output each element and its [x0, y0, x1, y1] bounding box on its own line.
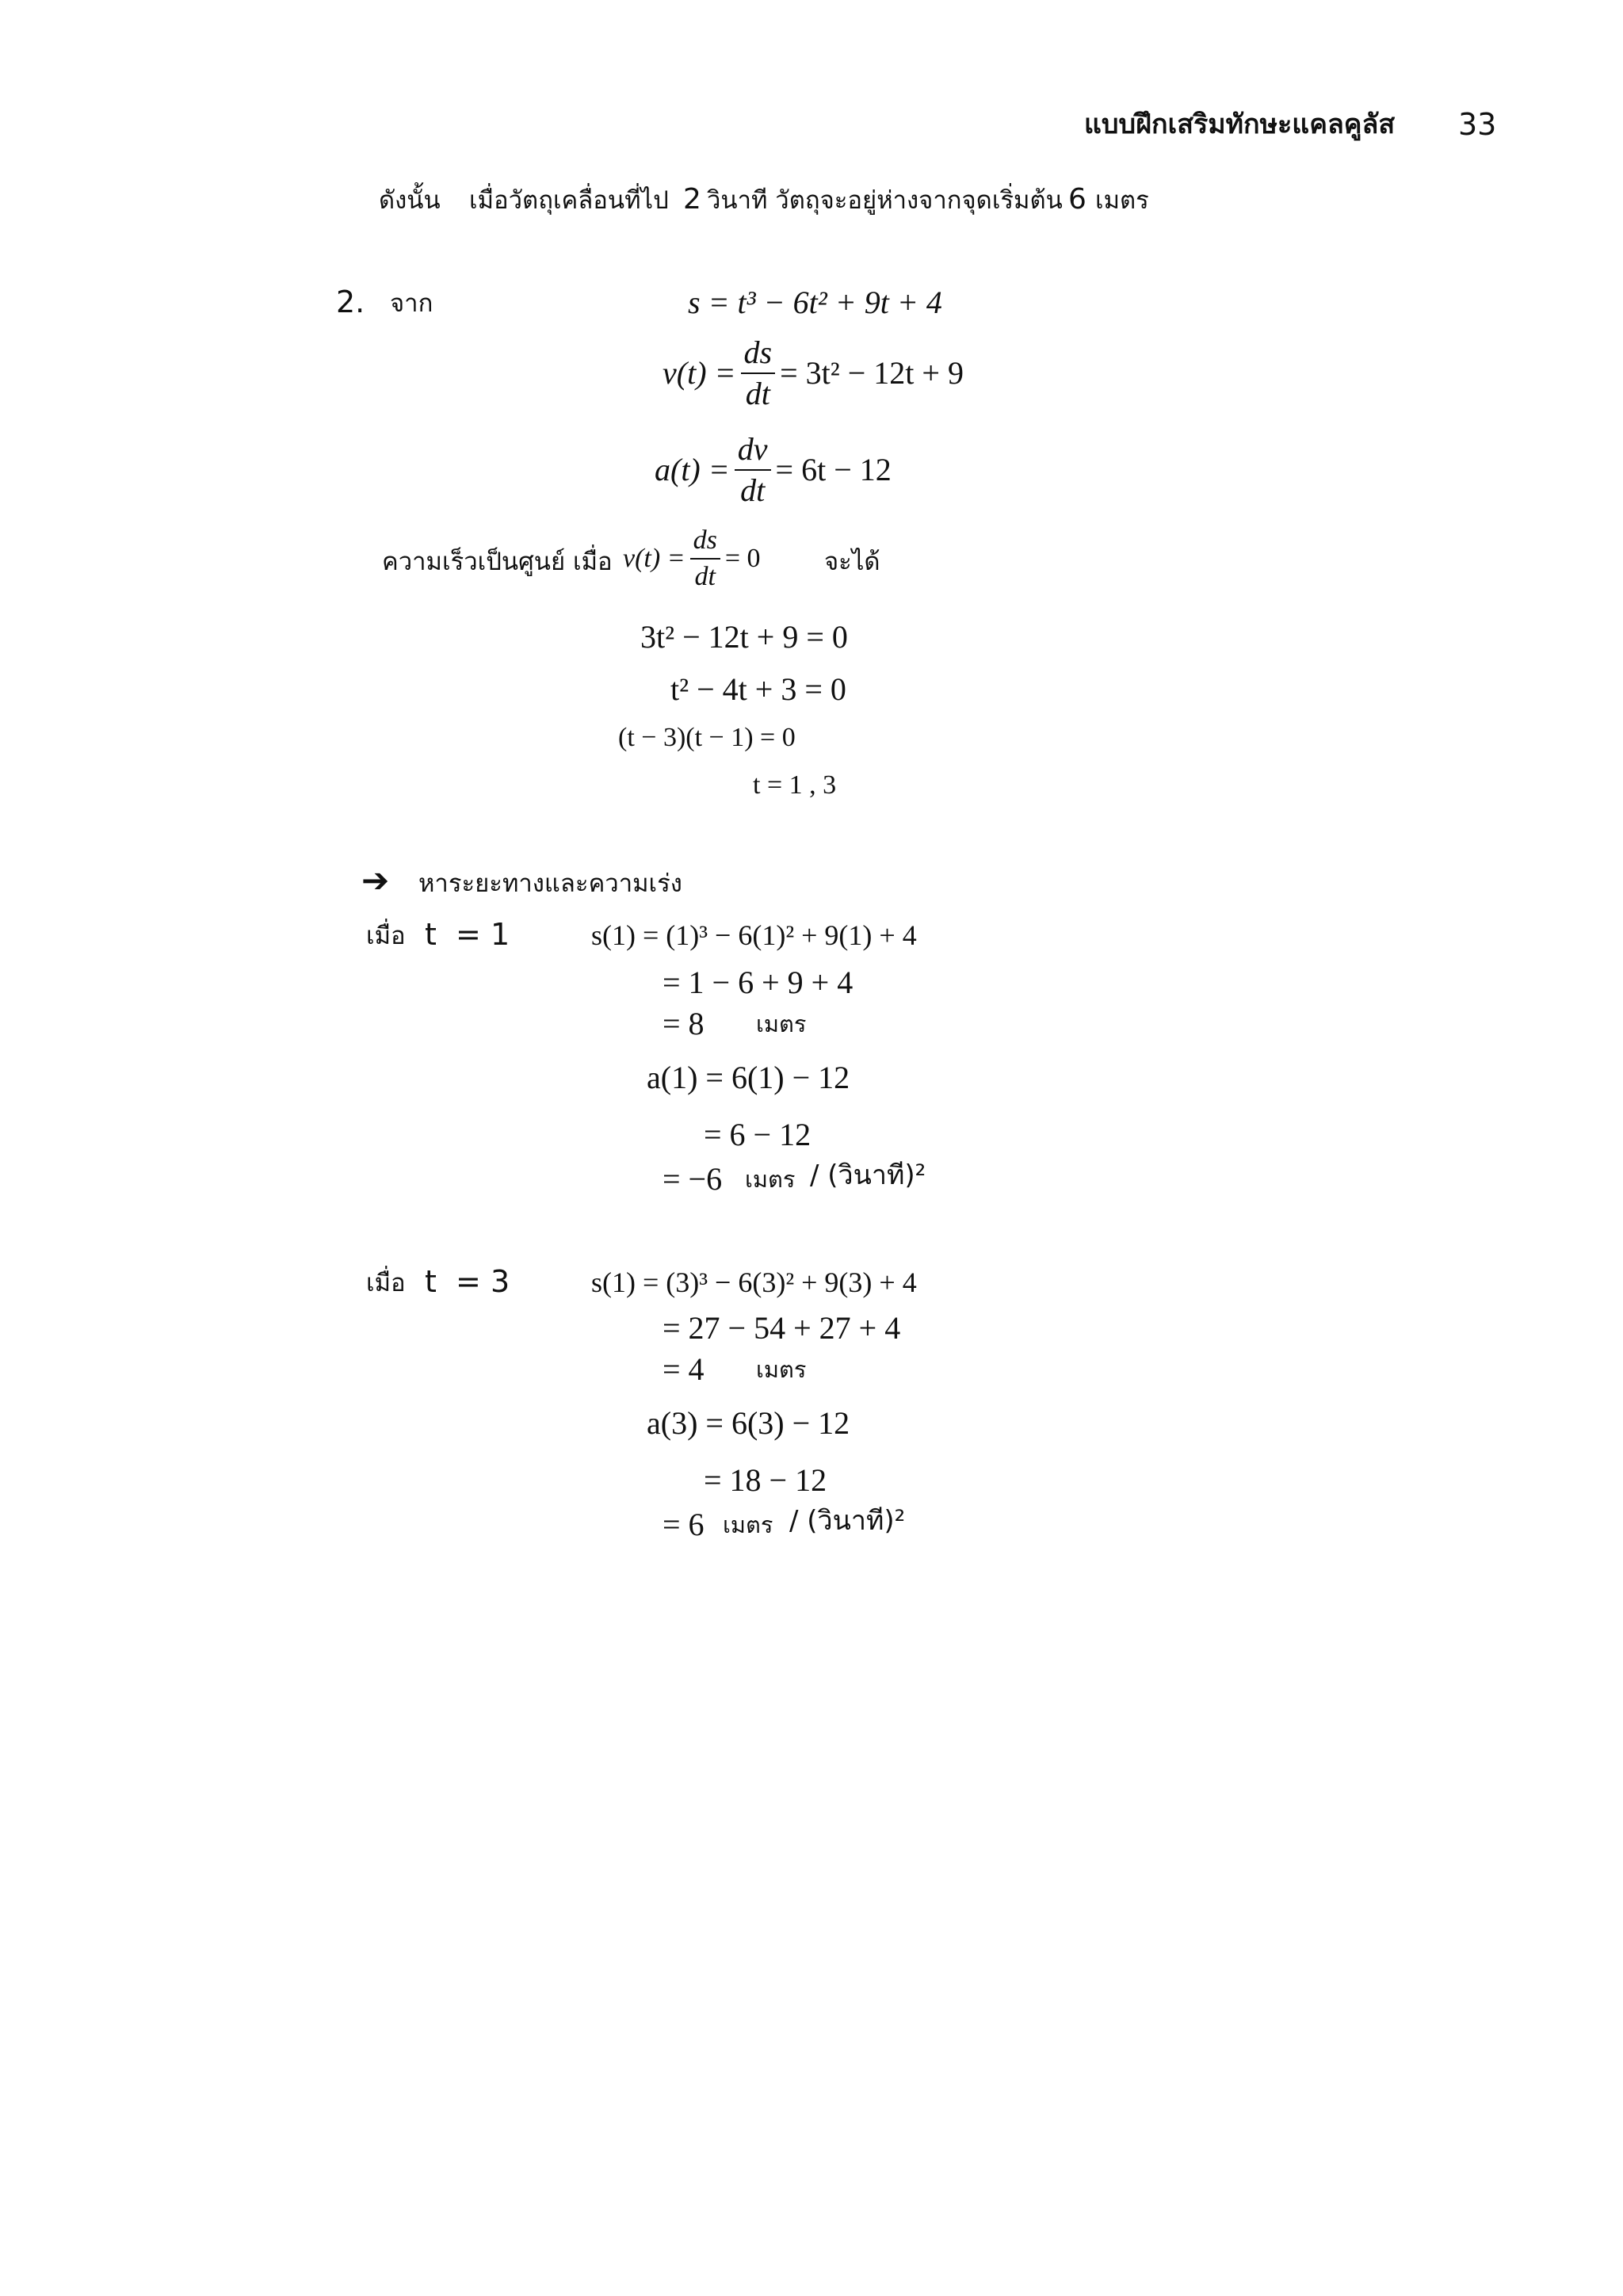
zero-rhs: = 0	[724, 543, 761, 573]
intro-sentence-b: วินาที วัตถุจะอยู่ห่างจากจุดเริ่มต้น	[707, 186, 1063, 215]
step-factored: (t − 3)(t − 1) = 0	[618, 723, 796, 752]
case2-a-result: = 6	[663, 1507, 705, 1542]
fraction-denominator: dt	[740, 472, 766, 508]
find-label: หาระยะทางและความเร่ง	[418, 869, 682, 898]
from-label: จาก	[390, 289, 433, 318]
case1-t-label: t = 1	[425, 917, 510, 952]
case1-a-unit-tail: / (วินาที)²	[810, 1159, 926, 1191]
case1-s-unit: เมตร	[756, 1010, 807, 1037]
acceleration-rhs: = 6t − 12	[775, 452, 892, 487]
problem-number: 2.	[336, 285, 365, 319]
fraction-denominator: dt	[745, 376, 770, 411]
get-label: จะได้	[824, 548, 880, 576]
intro-sec-value: 2	[683, 183, 701, 216]
zero-lhs: v(t) =	[623, 543, 685, 573]
acceleration-lhs: a(t) =	[655, 452, 730, 487]
equation-acceleration	[655, 433, 892, 507]
case2-s-result: = 4	[663, 1351, 705, 1387]
fraction-numerator: ds	[690, 526, 720, 560]
case2-when: เมื่อ	[366, 1269, 406, 1297]
page-number: 33	[1458, 107, 1497, 142]
case1-a-result: = −6	[663, 1161, 723, 1197]
arrow-icon: ➔	[361, 861, 390, 900]
intro-dist-value: 6	[1068, 183, 1086, 216]
intro-sentence-a: เมื่อวัตถุเคลื่อนที่ไป	[469, 186, 669, 215]
fraction-numerator: ds	[741, 336, 776, 374]
case1-a-equation: a(1) = 6(1) − 12	[647, 1060, 850, 1095]
fraction-dv-dt	[735, 433, 771, 507]
case2-a-unit-tail: / (วินาที)²	[789, 1505, 906, 1537]
case1-s-result: = 8	[663, 1006, 705, 1041]
case2-s-equation: s(1) = (3)³ − 6(3)² + 9(3) + 4	[591, 1266, 917, 1298]
case2-a-step: = 18 − 12	[704, 1462, 827, 1498]
equation-position: s = t³ − 6t² + 9t + 4	[688, 285, 942, 320]
intro-so: ดังนั้น	[379, 186, 441, 215]
fraction-numerator: dv	[735, 433, 771, 471]
case2-a-unit: เมตร	[723, 1511, 773, 1538]
intro-unit: เมตร	[1095, 186, 1149, 215]
velocity-lhs: v(t) =	[663, 355, 736, 391]
case1-when: เมื่อ	[366, 922, 406, 950]
fraction-ds-dt-small	[690, 526, 720, 590]
fraction-ds-dt	[741, 336, 776, 411]
case2-s-step: = 27 − 54 + 27 + 4	[663, 1310, 901, 1346]
step-roots: t = 1 , 3	[753, 770, 837, 800]
velocity-rhs: = 3t² − 12t + 9	[780, 355, 964, 391]
fraction-denominator: dt	[694, 561, 716, 591]
zero-label: ความเร็วเป็นศูนย์ เมื่อ	[382, 548, 613, 576]
case2-t-label: t = 3	[425, 1264, 510, 1299]
case1-s-step: = 1 − 6 + 9 + 4	[663, 965, 854, 1000]
case2-s-unit: เมตร	[756, 1356, 807, 1383]
equation-velocity-zero	[623, 526, 761, 590]
case2-a-equation: a(3) = 6(3) − 12	[647, 1405, 850, 1441]
case1-a-unit: เมตร	[745, 1166, 796, 1193]
step-simplified: t² − 4t + 3 = 0	[670, 671, 846, 707]
case1-s-equation: s(1) = (1)³ − 6(1)² + 9(1) + 4	[591, 919, 917, 951]
equation-velocity	[663, 336, 964, 411]
case1-a-step: = 6 − 12	[704, 1117, 812, 1152]
step-quadratic: 3t² − 12t + 9 = 0	[640, 619, 848, 655]
header-title: แบบฝึกเสริมทักษะแคลคูลัส	[1084, 109, 1396, 140]
